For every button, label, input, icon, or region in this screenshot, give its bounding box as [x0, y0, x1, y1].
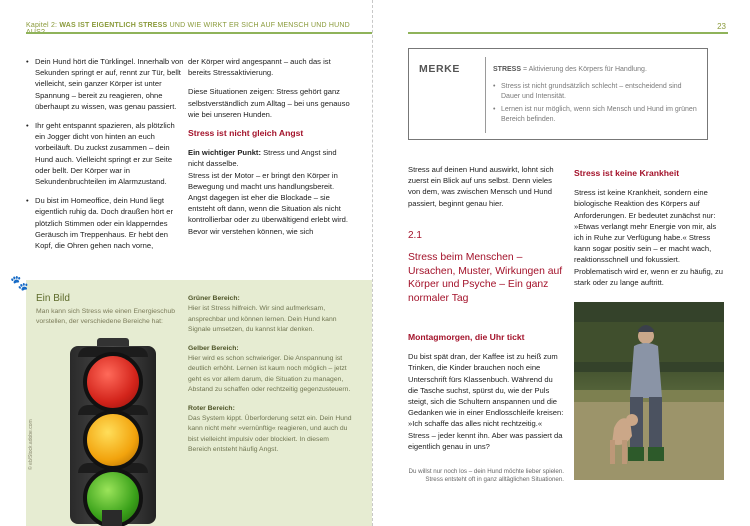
- zone-green: [188, 294, 352, 336]
- header-rule: [26, 32, 372, 34]
- subheading: Stress ist keine Krankheit: [574, 168, 680, 178]
- list-item: • Stress ist nicht grundsätzlich schlecht – entscheidend sind Dauer und Intensität.: [493, 82, 701, 102]
- page-number: 23: [717, 22, 726, 31]
- running-head-bold: WAS IST EIGENTLICH STRESS: [59, 22, 168, 29]
- list-item: • Du bist im Homeoffice, dein Hund liegt eigentlich ruhig da. Doch draußen hört er plötzlich Stimmen oder ein klapperndes Geräusch im Treppenhaus. Er hebt den Kopf, die Ohren gehen nach vorne,: [26, 195, 186, 251]
- list-item: • Lernen ist nur möglich, wenn sich Mensch und Hund im grünen Bereich befinden.: [493, 105, 701, 125]
- photo-caption: Du willst nur noch los – dein Hund möchte lieber spielen. Stress entsteht oft in ganz alltäglichen Situationen.: [408, 468, 564, 484]
- paragraph: Stress ist der Motor – er bringt den Körper in Bewegung und macht uns handlungsbereit. Angst dagegen ist eher die Blockade – sie entsteht oft dann, wenn die Situation als nicht kontrollierbar oder zu überwältigend erlebt wird. Bevor wir verstehen können, wie sich: [188, 170, 348, 236]
- list-item: • Dein Hund hört die Türklingel. Innerhalb von Sekunden springt er auf, rennt zur Tür, bellt vielleicht, sein ganzer Körper ist unter Spannung – bereit zu reagieren, ohne überhaupt zu wissen, was genau passiert.: [26, 56, 186, 112]
- chapter-label: Kapitel 2:: [26, 22, 58, 29]
- zone-label: Grüner Bereich:: [188, 295, 240, 302]
- example-list: [26, 56, 186, 251]
- zone-descriptions: [188, 294, 352, 464]
- right-page: [378, 0, 750, 526]
- right-column-1-top: [408, 164, 564, 217]
- zone-red: [188, 404, 352, 456]
- left-column-2: [188, 56, 350, 245]
- zone-text: Hier wird es schon schwieriger. Die Anspannung ist deutlich erhöht. Lernen ist kaum noch möglich – jetzt geht es vor allem darum, die Situation zu managen, Abstand zu schaffen oder rechtzeitig gegenzusteuern.: [188, 355, 351, 394]
- box-title: Ein Bild: [36, 293, 70, 304]
- header-rule: [408, 32, 728, 34]
- yellow-light: [83, 410, 143, 470]
- paragraph: Stress auf deinen Hund auswirkt, lohnt sich zuerst ein Blick auf uns selbst. Denn vieles von dem, was zwischen Mensch und Hund passiert, beginnt genau hier.: [408, 165, 554, 208]
- zone-label: Roter Bereich:: [188, 404, 235, 412]
- paragraph: Diese Situationen zeigen: Stress gehört ganz selbstverständlich zum Alltag – bei uns genauso wie bei unseren Hunden.: [188, 87, 350, 119]
- paragraph: der Körper wird angespannt – auch das ist bereits Stressaktivierung.: [188, 57, 331, 78]
- subheading: Montagmorgen, die Uhr tickt: [408, 332, 525, 342]
- divider: [485, 57, 486, 133]
- image-credit: © eb/Stock.adobe.com: [28, 419, 34, 470]
- merke-box: [408, 48, 708, 140]
- section-number: 2.1: [408, 230, 422, 241]
- term: STRESS: [493, 66, 522, 73]
- paragraph: Stress ist keine Krankheit, sondern eine biologische Reaktion des Körpers auf Anforderungen. Er bedeutet zunächst nur: »Etwas verlangt mehr Energie von mir, als ich in Ruhe zur Verfügung habe.« Stress kann sogar positiv sein – er macht wach, reaktionsschnell und fokussiert. Problematisch wird er, wenn er zu häufig, zu stark oder zu lange auftritt.: [574, 188, 723, 287]
- right-column-2: [574, 164, 728, 296]
- red-light: [83, 352, 143, 412]
- paragraph: Du bist spät dran, der Kaffee ist zu heiß zum Trinken, die Kinder brauchen noch eine Unterschrift fürs Klassenbuch. Während du die Tasche suchst, spürst du, wie der Puls steigt, sich die Schultern anspannen und die Gedanken wie in einer Endlosschleife kreisen: »Ich schaffe das alles nicht rechtzeitig.« Stress – jeder kennt ihn. Aber was passiert da eigentlich genau in uns?: [408, 352, 564, 451]
- running-head-rest: UND WIE WIRKT ER SICH AUF MENSCH UND HUND: [169, 22, 350, 29]
- merke-list: [493, 82, 701, 125]
- photo-person-with-dog: [574, 302, 724, 480]
- zone-text: Das System kippt. Überforderung setzt ein. Dein Hund kann nicht mehr »vernünftig« reagieren, und auch du bist vielleicht impulsiv oder blockiert. In diesem Bereich entsteht häufig Angst.: [188, 415, 352, 454]
- paragraph: [188, 147, 350, 169]
- photo-illustration: [574, 302, 724, 480]
- left-column-1: [26, 56, 186, 259]
- definition: [493, 65, 701, 75]
- zone-text: Hier ist Stress hilfreich. Wir sind aufmerksam, ansprechbar und können lernen. Dein Hund kann Signale umsetzen, du kannst klar denken.: [188, 305, 337, 334]
- lead-in: Ein wichtiger Punkt:: [188, 148, 261, 158]
- box-intro: Man kann sich Stress wie einen Energieschub vorstellen, der verschiedene Bereiche hat:: [36, 308, 176, 325]
- paw-icon: 🐾: [10, 275, 29, 292]
- lead-in-rest: Stress und Angst sind nicht dasselbe.: [188, 148, 337, 169]
- zone-yellow: [188, 344, 352, 396]
- merke-label: MERKE: [419, 63, 460, 75]
- left-page: [0, 0, 372, 526]
- subheading: Stress ist nicht gleich Angst: [188, 128, 304, 139]
- definition-text: = Aktivierung des Körpers für Handlung.: [521, 66, 647, 73]
- list-item: • Ihr geht entspannt spazieren, als plötzlich ein Jogger dicht von hinten an euch vorbeiläuft. Du zuckst zusammen – dein Hund auch. Vielleicht springt er zur Seite oder bellt. Der Körper war in Sekundenbruchteilen im Alarmzustand.: [26, 120, 186, 187]
- traffic-light-pole: [102, 510, 122, 526]
- right-column-1-bottom: [408, 328, 564, 460]
- merke-text: [493, 65, 701, 128]
- section-title: Stress beim Menschen – Ursachen, Muster, Wirkungen auf Körper und Psyche – Ein ganz normaler Tag: [408, 252, 563, 304]
- zone-label: Gelber Bereich:: [188, 344, 239, 352]
